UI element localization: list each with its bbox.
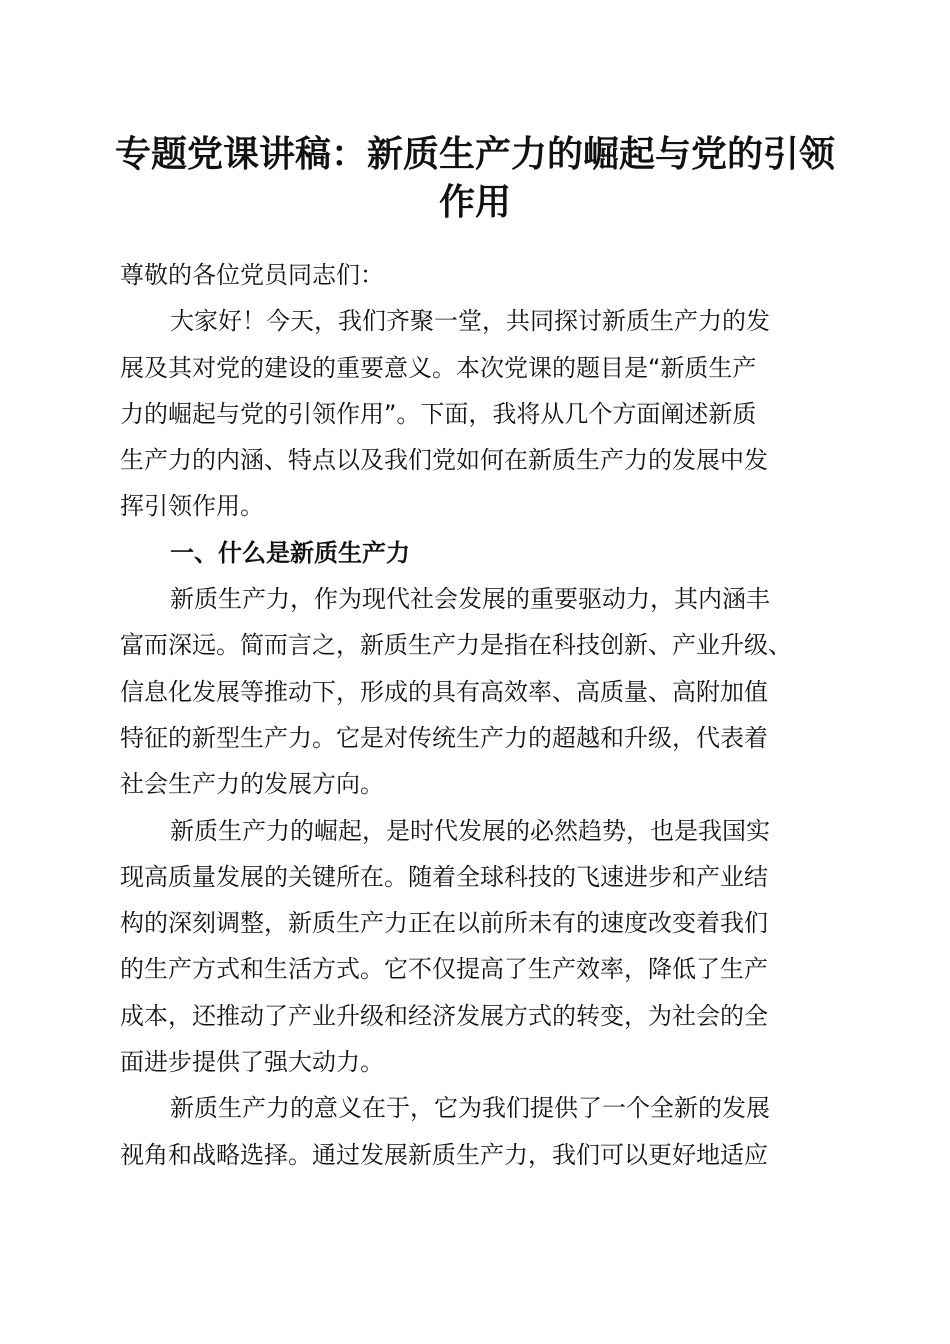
- title-line: 专题党课讲稿：新质生产力的崛起与党的引领: [114, 133, 835, 175]
- section-heading: 一、什么是新质生产力: [170, 538, 410, 567]
- paragraph-line: 成本，还推动了产业升级和经济发展方式的转变，为社会的全: [120, 1001, 768, 1030]
- paragraph-line: 的生产方式和生活方式。它不仅提高了生产效率，降低了生产: [120, 955, 768, 984]
- document-title: [110, 130, 840, 226]
- salutation: 尊敬的各位党员同志们：: [120, 261, 384, 289]
- paragraph-line: 新质生产力的崛起，是时代发展的必然趋势，也是我国实: [170, 816, 770, 845]
- paragraph-line: 面进步提供了强大动力。: [120, 1048, 384, 1077]
- paragraph-line: 现高质量发展的关键所在。随着全球科技的飞速进步和产业结: [120, 862, 768, 891]
- paragraph-line: 新质生产力的意义在于，它为我们提供了一个全新的发展: [170, 1094, 770, 1123]
- paragraph-line: 社会生产力的发展方向。: [120, 770, 384, 799]
- paragraph-line: 信息化发展等推动下，形成的具有高效率、高质量、高附加值: [120, 677, 768, 706]
- title-line: 作用: [438, 181, 511, 223]
- paragraph-line: 展及其对党的建设的重要意义。本次党课的题目是“新质生产: [120, 353, 757, 382]
- paragraph-line: 富而深远。简而言之，新质生产力是指在科技创新、产业升级、: [120, 631, 792, 660]
- paragraph-line: 视角和战略选择。通过发展新质生产力，我们可以更好地适应: [120, 1140, 768, 1169]
- paragraph-line: 力的崛起与党的引领作用”。下面，我将从几个方面阐述新质: [120, 399, 757, 428]
- paragraph-line: 新质生产力，作为现代社会发展的重要驱动力，其内涵丰: [170, 585, 770, 614]
- paragraph-line: 生产力的内涵、特点以及我们党如何在新质生产力的发展中发: [120, 446, 768, 475]
- paragraph-line: 大家好！今天，我们齐聚一堂，共同探讨新质生产力的发: [170, 307, 770, 336]
- paragraph-line: 挥引领作用。: [120, 492, 264, 521]
- paragraph-line: 构的深刻调整，新质生产力正在以前所未有的速度改变着我们: [120, 909, 768, 938]
- paragraph-line: 特征的新型生产力。它是对传统生产力的超越和升级，代表着: [120, 723, 768, 752]
- document-body: [120, 252, 825, 1178]
